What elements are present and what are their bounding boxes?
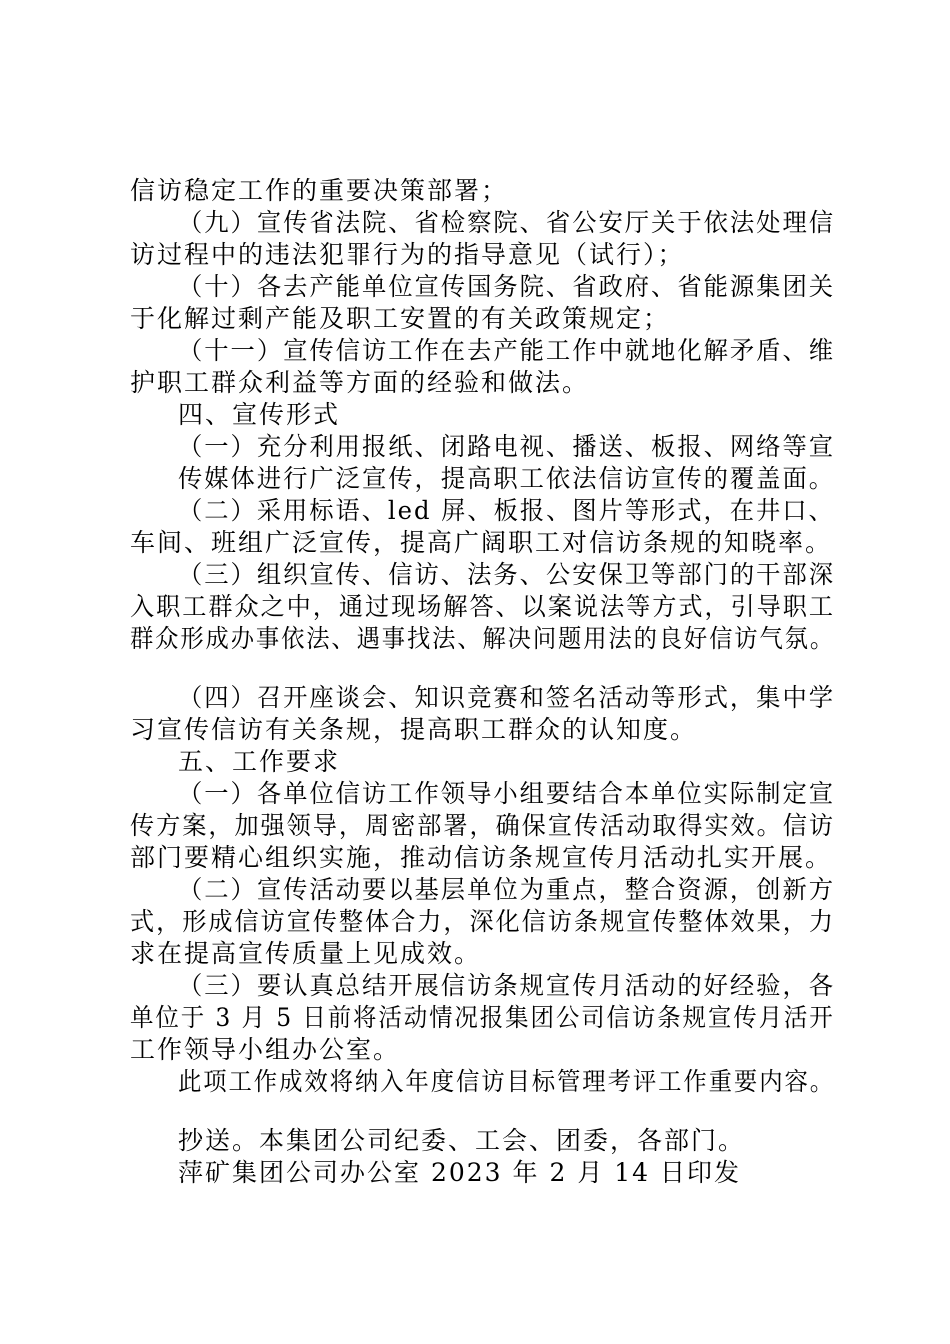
text-line: （十）各去产能单位宣传国务院、省政府、省能源集团关 [178, 272, 836, 301]
text-line: （十一）宣传信访工作在去产能工作中就地化解矛盾、维 [178, 336, 836, 365]
text-line: 部门要精心组织实施，推动信访条规宣传月活动扎实开展。 [130, 843, 833, 872]
text-line: 车间、班组广泛宣传，提高广阔职工对信访条规的知晓率。 [130, 528, 833, 557]
text-line: 群众形成办事依法、遇事找法、解决问题用法的良好信访气氛。 [130, 624, 836, 653]
text-line: （一）充分利用报纸、闭路电视、播送、板报、网络等宣 [178, 432, 836, 461]
text-line: 习宣传信访有关条规，提高职工群众的认知度。 [130, 715, 698, 744]
section-heading: 四、宣传形式 [178, 400, 341, 429]
text-line: （二）采用标语、led 屏、板报、图片等形式，在井口、 [178, 496, 835, 525]
text-line: （三）组织宣传、信访、法务、公安保卫等部门的干部深 [178, 560, 836, 589]
text-line: 传方案，加强领导，周密部署，确保宣传活动取得实效。信访 [130, 811, 836, 840]
text-line: 入职工群众之中，通过现场解答、以案说法等方式，引导职工 [130, 592, 836, 621]
section-heading: 五、工作要求 [178, 747, 341, 776]
issuer-line: 萍矿集团公司办公室 2023 年 2 月 14 日印发 [178, 1158, 742, 1187]
text-line: 式，形成信访宣传整体合力，深化信访条规宣传整体效果，力 [130, 907, 836, 936]
text-line: 此项工作成效将纳入年度信访目标管理考评工作重要内容。 [178, 1067, 836, 1096]
text-line: 传媒体进行广泛宣传，提高职工依法信访宣传的覆盖面。 [178, 464, 836, 493]
text-line: 访过程中的违法犯罪行为的指导意见（试行）； [130, 240, 685, 269]
text-line: 护职工群众利益等方面的经验和做法。 [130, 368, 590, 397]
text-line: 单位于 3 月 5 日前将活动情况报集团公司信访条规宣传月活开 [130, 1003, 835, 1032]
text-line: （四）召开座谈会、知识竞赛和签名活动等形式，集中学 [178, 683, 836, 712]
text-line: （九）宣传省法院、省检察院、省公安厅关于依法处理信 [178, 208, 836, 237]
text-line: （二）宣传活动要以基层单位为重点，整合资源，创新方 [178, 875, 836, 904]
text-line: 工作领导小组办公室。 [130, 1035, 401, 1064]
text-line: 求在提高宣传质量上见成效。 [130, 939, 482, 968]
cc-line: 抄送。本集团公司纪委、工会、团委，各部门。 [178, 1126, 746, 1155]
text-line: 信访稳定工作的重要决策部署； [130, 176, 509, 205]
text-line: 于化解过剩产能及职工安置的有关政策规定； [130, 304, 671, 333]
text-line: （三）要认真总结开展信访条规宣传月活动的好经验，各 [178, 971, 836, 1000]
text-line: （一）各单位信访工作领导小组要结合本单位实际制定宣 [178, 779, 836, 808]
